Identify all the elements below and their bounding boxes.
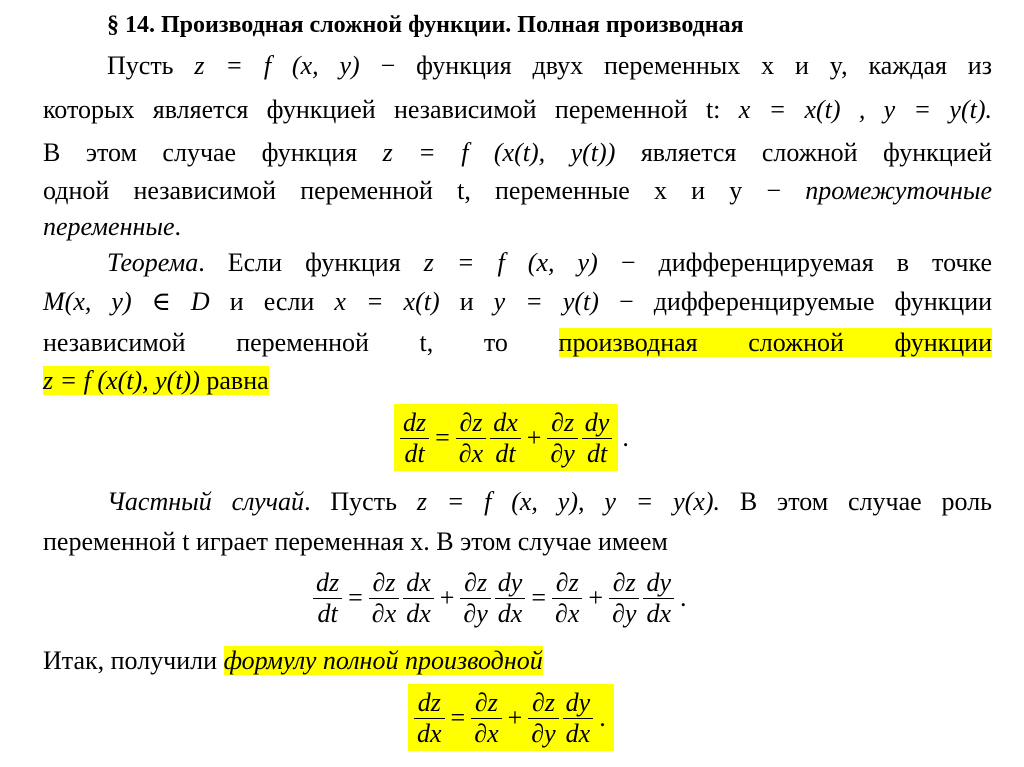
highlight-composite-equals: z = f (x(t), y(t)) равна bbox=[43, 366, 269, 395]
formula-x-y-of-t: x = x(t) , y = y(t). bbox=[738, 95, 992, 124]
highlight-derivative: производная сложной функции bbox=[558, 328, 992, 357]
theorem-line4 bbox=[43, 363, 269, 399]
formula-special-case: $\frac{dz}{dt}$ = $\frac{\partial z}{\partial x}$ $\frac{dx}{dx}$ + $\frac{\partial z}{\partial y}$ $\frac{dy}{dx}$ = $\frac{\partial z}{\partial x}$ + $\frac{\partial z}{\partial y}$ $\frac{dy}{dx}$ . bbox=[311, 566, 691, 629]
formula-composite: z = f (x(t), y(t)) bbox=[382, 138, 616, 167]
theorem-line2: M(x, y) ∈ D и если x = x(t) и y = y(t) − дифференцируемые функции bbox=[43, 287, 993, 316]
para1-line1: Пусть z = f (x, y) − функция двух переменных x и y, каждая из bbox=[107, 51, 992, 80]
formula-total-derivative: $\frac{dz}{dx}$ = $\frac{\partial z}{\partial x}$ + $\frac{\partial z}{\partial y}$ $\frac{dy}{dx}$ . bbox=[408, 684, 614, 751]
formula-z-f-xy-2: z = f (x, y) bbox=[423, 248, 598, 277]
section-title: § 14. Производная сложной функции. Полная производная bbox=[107, 12, 744, 38]
special-line1: Частный случай. Пусть z = f (x, y), y = y(x). В этом случае роль bbox=[107, 487, 993, 516]
theorem-line1: Теорема. Если функция z = f (x, y) − дифференцируемая в точке bbox=[107, 248, 993, 277]
theorem-line3: независимой переменной t, то производная сложной функции bbox=[43, 328, 992, 357]
conclusion-line: Итак, получили формулу полной производной bbox=[43, 646, 543, 675]
para1-line2: которых является функцией независимой переменной t: x = x(t) , y = y(t). bbox=[43, 95, 992, 124]
formula-z-f-xy: z = f (x, y) bbox=[194, 51, 360, 80]
highlight-total-derivative: формулу полной производной bbox=[223, 646, 543, 675]
special-line2: переменной t играет переменная x. В этом случае имеем bbox=[43, 527, 668, 556]
para1-line5: переменные. bbox=[43, 212, 182, 241]
para1-line3: В этом случае функция z = f (x(t), y(t)) является сложной функцией bbox=[43, 138, 993, 167]
formula-chain-rule: $\frac{dz}{dt}$ = $\frac{\partial z}{\partial x}$ $\frac{dx}{dt}$ + $\frac{\partial z}{\partial y}$ $\frac{dy}{dt}$ . bbox=[394, 404, 633, 471]
para1-line4: одной независимой переменной t, переменные x и y − промежуточные bbox=[43, 176, 993, 205]
